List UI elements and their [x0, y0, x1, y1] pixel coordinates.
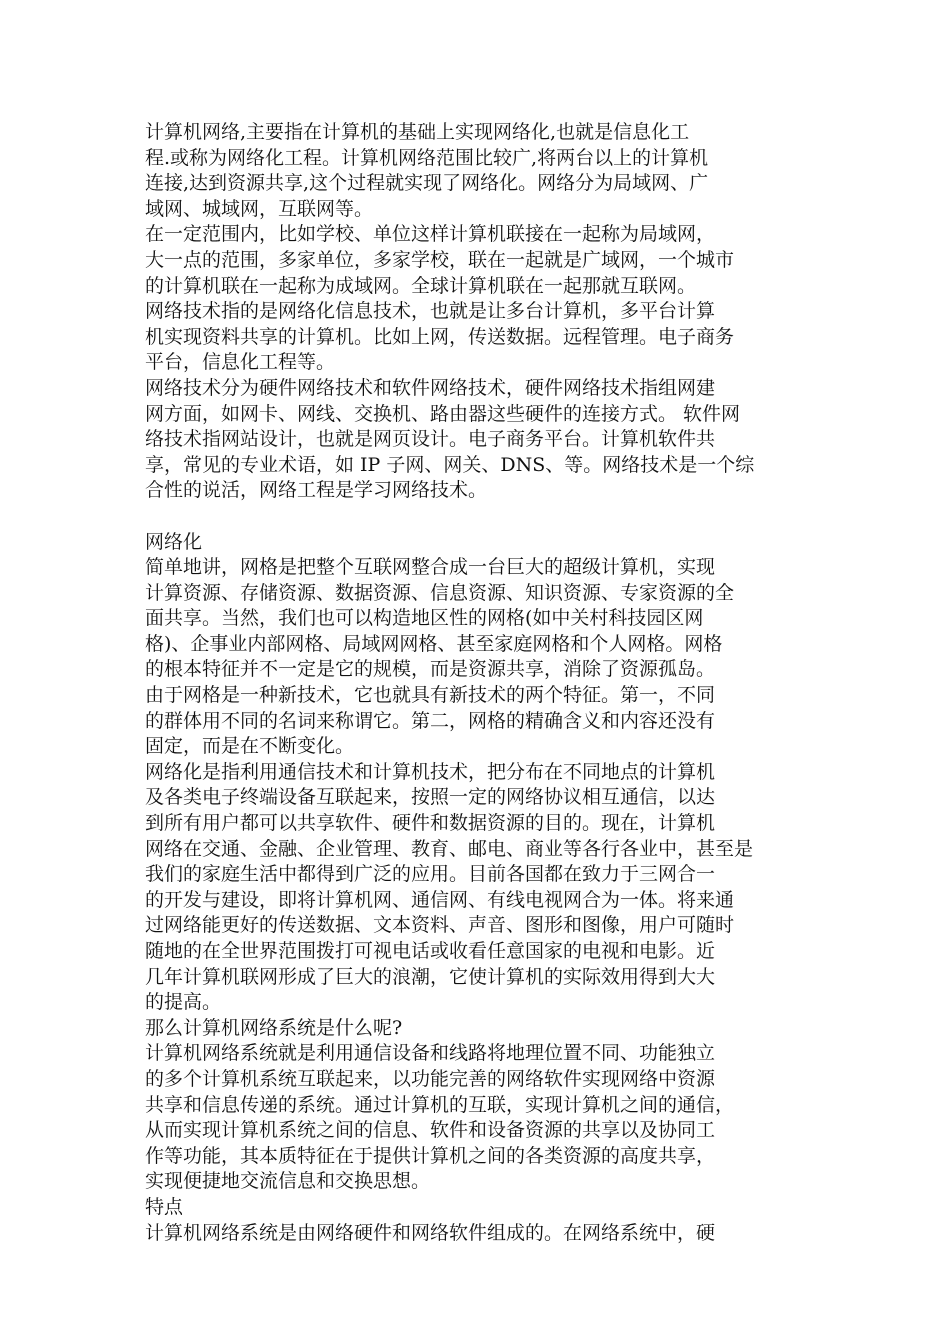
text-line: 计算机网络,主要指在计算机的基础上实现网络化,也就是信息化工	[145, 121, 690, 143]
text-line: 网方面，如网卡、网线、交换机、路由器这些硬件的连接方式。 软件网	[145, 402, 741, 425]
text-line: 的根本特征并不一定是它的规模，而是资源共享，消除了资源孤岛。	[145, 658, 716, 681]
text-line: 大一点的范围，多家单位，多家学校，联在一起就是广域网，一个城市	[145, 248, 735, 271]
text-line: 特点	[145, 1195, 184, 1218]
text-line: 实现便捷地交流信息和交换思想。	[145, 1170, 431, 1193]
document-body	[145, 120, 807, 1246]
text-line: 网络在交通、金融、企业管理、教育、邮电、商业等各行各业中，甚至是	[145, 837, 754, 860]
text-line: 共享和信息传递的系统。通过计算机的互联，实现计算机之间的通信，	[145, 1093, 735, 1116]
text-line: 域网、城域网，互联网等。	[145, 197, 374, 220]
text-line: 格)、企事业内部网格、局域网网格、甚至家庭网格和个人网格。网格	[145, 632, 723, 655]
text-line: 络技术指网站设计，也就是网页设计。电子商务平台。计算机软件共	[145, 428, 716, 451]
text-line: 计算机网络系统就是利用通信设备和线路将地理位置不同、功能独立	[145, 1042, 716, 1065]
text-line: 及各类电子终端设备互联起来，按照一定的网络协议相互通信，以达	[145, 786, 716, 809]
text-line: 的开发与建设，即将计算机网、通信网、有线电视网合为一体。将来通	[145, 888, 735, 911]
text-line: 网络技术指的是网络化信息技术，也就是让多台计算机，多平台计算	[145, 300, 716, 323]
text-line: 过网络能更好的传送数据、文本资料、声音、图形和图像，用户可随时	[145, 914, 735, 937]
text-line: 享，常见的专业术语，如 IP 子网、网关、DNS、等。网络技术是一个综	[145, 453, 755, 476]
text-line: 到所有用户都可以共享软件、硬件和数据资源的目的。现在，计算机	[145, 812, 716, 835]
text-line: 网络化	[145, 530, 203, 553]
text-line: 连接,达到资源共享,这个过程就实现了网络化。网络分为局域网、广	[145, 172, 709, 195]
text-line: 计算机网络系统是由网络硬件和网络软件组成的。在网络系统中，硬	[145, 1221, 716, 1244]
text-line: 从而实现计算机系统之间的信息、软件和设备资源的共享以及协同工	[145, 1119, 716, 1142]
text-line: 网络化是指利用通信技术和计算机技术，把分布在不同地点的计算机	[145, 760, 716, 783]
blank-line	[145, 504, 807, 530]
text-line: 随地的在全世界范围拨打可视电话或收看任意国家的电视和电影。近	[145, 940, 716, 962]
text-line: 固定，而是在不断变化。	[145, 735, 355, 758]
text-line: 的多个计算机系统互联起来，以功能完善的网络软件实现网络中资源	[145, 1067, 716, 1090]
text-line: 作等功能，其本质特征在于提供计算机之间的各类资源的高度共享，	[145, 1144, 716, 1167]
text-line: 那么计算机网络系统是什么呢?	[145, 1016, 403, 1039]
text-line: 由于网格是一种新技术，它也就具有新技术的两个特征。第一，不同	[145, 684, 716, 707]
text-line: 的计算机联在一起称为成域网。全球计算机联在一起那就互联网。	[145, 274, 697, 297]
text-line: 的群体用不同的名词来称谓它。第二，网格的精确含义和内容还没有	[145, 709, 716, 732]
text-line: 我们的家庭生活中都得到广泛的应用。目前各国都在致力于三网合一	[145, 863, 716, 886]
text-line: 平台，信息化工程等。	[145, 351, 336, 374]
text-line: 机实现资料共享的计算机。比如上网，传送数据。远程管理。电子商务	[145, 325, 735, 348]
text-line: 简单地讲，网格是把整个互联网整合成一台巨大的超级计算机，实现	[145, 556, 716, 579]
text-line: 程.或称为网络化工程。计算机网络范围比较广,将两台以上的计算机	[145, 146, 709, 169]
text-line: 面共享。当然，我们也可以构造地区性的网格(如中关村科技园区网	[145, 607, 704, 630]
text-line: 合性的说活，网络工程是学习网络技术。	[145, 479, 488, 502]
text-line: 计算资源、存储资源、数据资源、信息资源、知识资源、专家资源的全	[145, 581, 735, 604]
text-line: 网络技术分为硬件网络技术和软件网络技术，硬件网络技术指组网建	[145, 376, 716, 399]
text-line: 几年计算机联网形成了巨大的浪潮，它使计算机的实际效用得到大大	[145, 965, 716, 988]
text-line: 的提高。	[145, 991, 222, 1014]
text-line: 在一定范围内，比如学校、单位这样计算机联接在一起称为局域网，	[145, 223, 716, 246]
